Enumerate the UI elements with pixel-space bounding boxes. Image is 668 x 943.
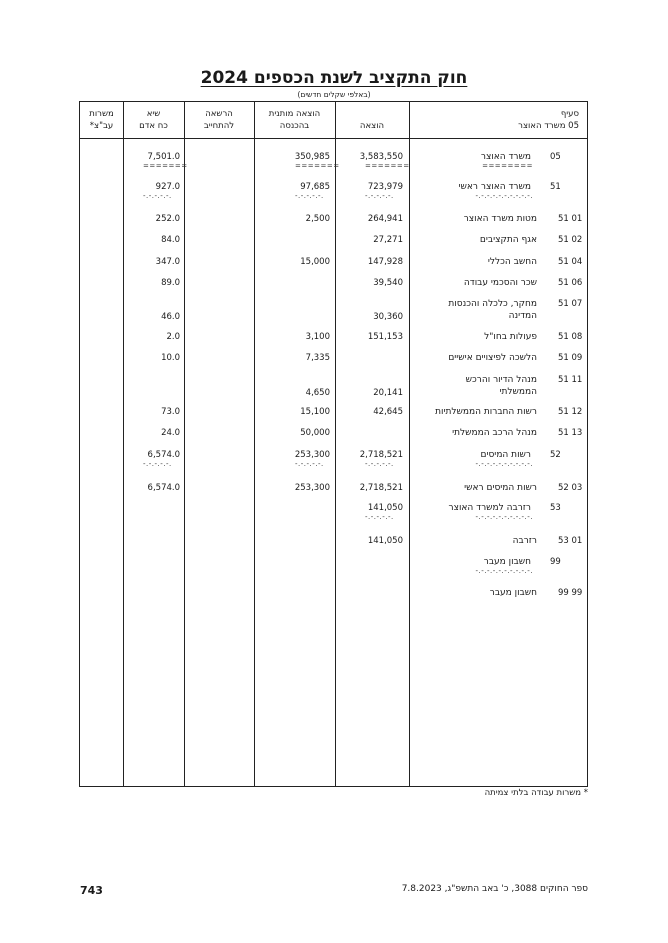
row-name-line2: הממשלתי bbox=[499, 387, 537, 397]
expense-value: 141,050 bbox=[367, 536, 403, 546]
page-title: חוק התקציב לשנת הכספים 2024 bbox=[200, 68, 468, 88]
header-manpower: שיא כח אדם bbox=[139, 109, 168, 131]
total-underline: -.-.-.-.-. bbox=[295, 460, 324, 468]
row-name: רזרבה למשרד האוצר bbox=[448, 503, 531, 513]
row-code: 51 11 bbox=[558, 375, 583, 385]
row-code: 53 bbox=[550, 503, 561, 513]
column-divider bbox=[184, 102, 185, 786]
manpower-value: 73.0 bbox=[161, 407, 180, 417]
manpower-value: 252.0 bbox=[155, 214, 180, 224]
header-expense: הוצאה bbox=[359, 121, 385, 131]
expense-value: 3,583,550 bbox=[359, 152, 403, 162]
expense-value: 723,979 bbox=[367, 182, 403, 192]
total-underline: -.-.-.-.-. bbox=[365, 192, 394, 200]
row-code: 99 99 bbox=[558, 588, 583, 598]
total-underline: -.-.-.-.-. bbox=[365, 460, 394, 468]
row-name: שכר והסכמי עבודה bbox=[463, 278, 537, 288]
total-underline: ======= bbox=[365, 162, 410, 170]
total-underline: -.-.-.-.-.-.-.-.-.-. bbox=[475, 460, 533, 468]
total-underline: -.-.-.-.-. bbox=[143, 460, 172, 468]
manpower-value: 84.0 bbox=[161, 235, 180, 245]
row-name: מחקר, כלכלה והכנסות bbox=[448, 299, 537, 309]
row-name: מטות משרד האוצר bbox=[463, 214, 537, 224]
expense-value: 151,153 bbox=[367, 332, 403, 342]
row-code: 51 02 bbox=[558, 235, 583, 245]
row-name-line2: המדינה bbox=[508, 311, 537, 321]
total-underline: -.-.-.-.-.-.-.-.-.-. bbox=[475, 192, 533, 200]
header-section: סעיף 05 משרד האוצר bbox=[518, 109, 579, 131]
row-name: משרד האוצר bbox=[480, 152, 531, 162]
total-underline: -.-.-.-.-.-.-.-.-.-. bbox=[475, 567, 533, 575]
row-name: פעולות בחו"ל bbox=[484, 332, 537, 342]
expense-value: 264,941 bbox=[367, 214, 403, 224]
column-divider bbox=[409, 102, 410, 786]
row-code: 51 07 bbox=[558, 299, 583, 309]
manpower-value: 7,501.0 bbox=[147, 152, 180, 162]
row-code: 51 06 bbox=[558, 278, 583, 288]
row-name: רזרבה bbox=[512, 536, 537, 546]
conditional-expense-value: 50,000 bbox=[300, 428, 330, 438]
total-underline: -.-.-.-.-. bbox=[365, 513, 394, 521]
row-name: מנהל הדיור והרכש bbox=[465, 375, 537, 385]
column-divider bbox=[335, 102, 336, 786]
expense-value: 141,050 bbox=[367, 503, 403, 513]
row-name: הלשכה לפיצויים אישיים bbox=[448, 353, 537, 363]
row-code: 51 bbox=[550, 182, 561, 192]
total-underline: -.-.-.-.-. bbox=[295, 192, 324, 200]
total-underline: ======= bbox=[143, 162, 188, 170]
row-code: 52 03 bbox=[558, 483, 583, 493]
conditional-expense-value: 15,000 bbox=[300, 257, 330, 267]
header-positions: משרות עב"צ* bbox=[89, 109, 114, 131]
manpower-value: 46.0 bbox=[161, 312, 180, 322]
total-underline: ======== bbox=[482, 162, 533, 170]
row-code: 51 12 bbox=[558, 407, 583, 417]
manpower-value: 89.0 bbox=[161, 278, 180, 288]
manpower-value: 347.0 bbox=[155, 257, 180, 267]
expense-value: 42,645 bbox=[373, 407, 403, 417]
row-name: רשות החברות הממשלתיות bbox=[435, 407, 537, 417]
row-code: 51 09 bbox=[558, 353, 583, 363]
conditional-expense-value: 2,500 bbox=[305, 214, 330, 224]
row-code: 05 bbox=[550, 152, 561, 162]
conditional-expense-value: 350,985 bbox=[294, 152, 330, 162]
conditional-expense-value: 97,685 bbox=[300, 182, 330, 192]
row-name: רשות המיסים ראשי bbox=[464, 483, 537, 493]
manpower-value: 6,574.0 bbox=[147, 450, 180, 460]
total-underline: -.-.-.-.-. bbox=[143, 192, 172, 200]
row-code: 52 bbox=[550, 450, 561, 460]
conditional-expense-value: 15,100 bbox=[300, 407, 330, 417]
manpower-value: 6,574.0 bbox=[147, 483, 180, 493]
conditional-expense-value: 3,100 bbox=[305, 332, 330, 342]
expense-value: 30,360 bbox=[373, 312, 403, 322]
conditional-expense-value: 253,300 bbox=[294, 450, 330, 460]
header-conditional-expense: הוצאה מותנית בהכנסה bbox=[268, 109, 321, 131]
column-divider bbox=[123, 102, 124, 786]
expense-value: 27,271 bbox=[373, 235, 403, 245]
row-name: אגף התקציבים bbox=[479, 235, 537, 245]
row-code: 53 01 bbox=[558, 536, 583, 546]
row-code: 51 01 bbox=[558, 214, 583, 224]
header-commitment: הרשאה להתחייב bbox=[203, 109, 235, 131]
row-code: 51 08 bbox=[558, 332, 583, 342]
row-name: החשב הכללי bbox=[487, 257, 537, 267]
footnote: * משרות עבודה בלתי צמיתה bbox=[484, 788, 588, 798]
expense-value: 147,928 bbox=[367, 257, 403, 267]
expense-value: 20,141 bbox=[373, 388, 403, 398]
row-name: רשות המיסים bbox=[480, 450, 531, 460]
total-underline: ======= bbox=[295, 162, 340, 170]
row-code: 51 13 bbox=[558, 428, 583, 438]
row-name: חשבון מעבר bbox=[483, 557, 531, 567]
column-divider bbox=[254, 102, 255, 786]
conditional-expense-value: 7,335 bbox=[305, 353, 330, 363]
conditional-expense-value: 4,650 bbox=[305, 388, 330, 398]
total-underline: -.-.-.-.-.-.-.-.-.-. bbox=[475, 513, 533, 521]
manpower-value: 10.0 bbox=[161, 353, 180, 363]
header-divider bbox=[80, 138, 587, 139]
page-number: 743 bbox=[80, 884, 103, 897]
expense-value: 39,540 bbox=[373, 278, 403, 288]
manpower-value: 2.0 bbox=[166, 332, 180, 342]
manpower-value: 24.0 bbox=[161, 428, 180, 438]
page-subtitle: (באלפי שקלים חדשים) bbox=[297, 90, 371, 99]
conditional-expense-value: 253,300 bbox=[294, 483, 330, 493]
row-code: 51 04 bbox=[558, 257, 583, 267]
manpower-value: 927.0 bbox=[155, 182, 180, 192]
expense-value: 2,718,521 bbox=[359, 450, 403, 460]
row-name: חשבון מעבר bbox=[489, 588, 537, 598]
row-name: מנהל הרכב הממשלתי bbox=[452, 428, 537, 438]
budget-table bbox=[79, 101, 588, 787]
row-code: 99 bbox=[550, 557, 561, 567]
source-citation: ספר החוקים 3088, כ' באב התשפ"ג, 7.8.2023 bbox=[401, 884, 588, 894]
row-name: משרד האוצר ראשי bbox=[458, 182, 531, 192]
expense-value: 2,718,521 bbox=[359, 483, 403, 493]
